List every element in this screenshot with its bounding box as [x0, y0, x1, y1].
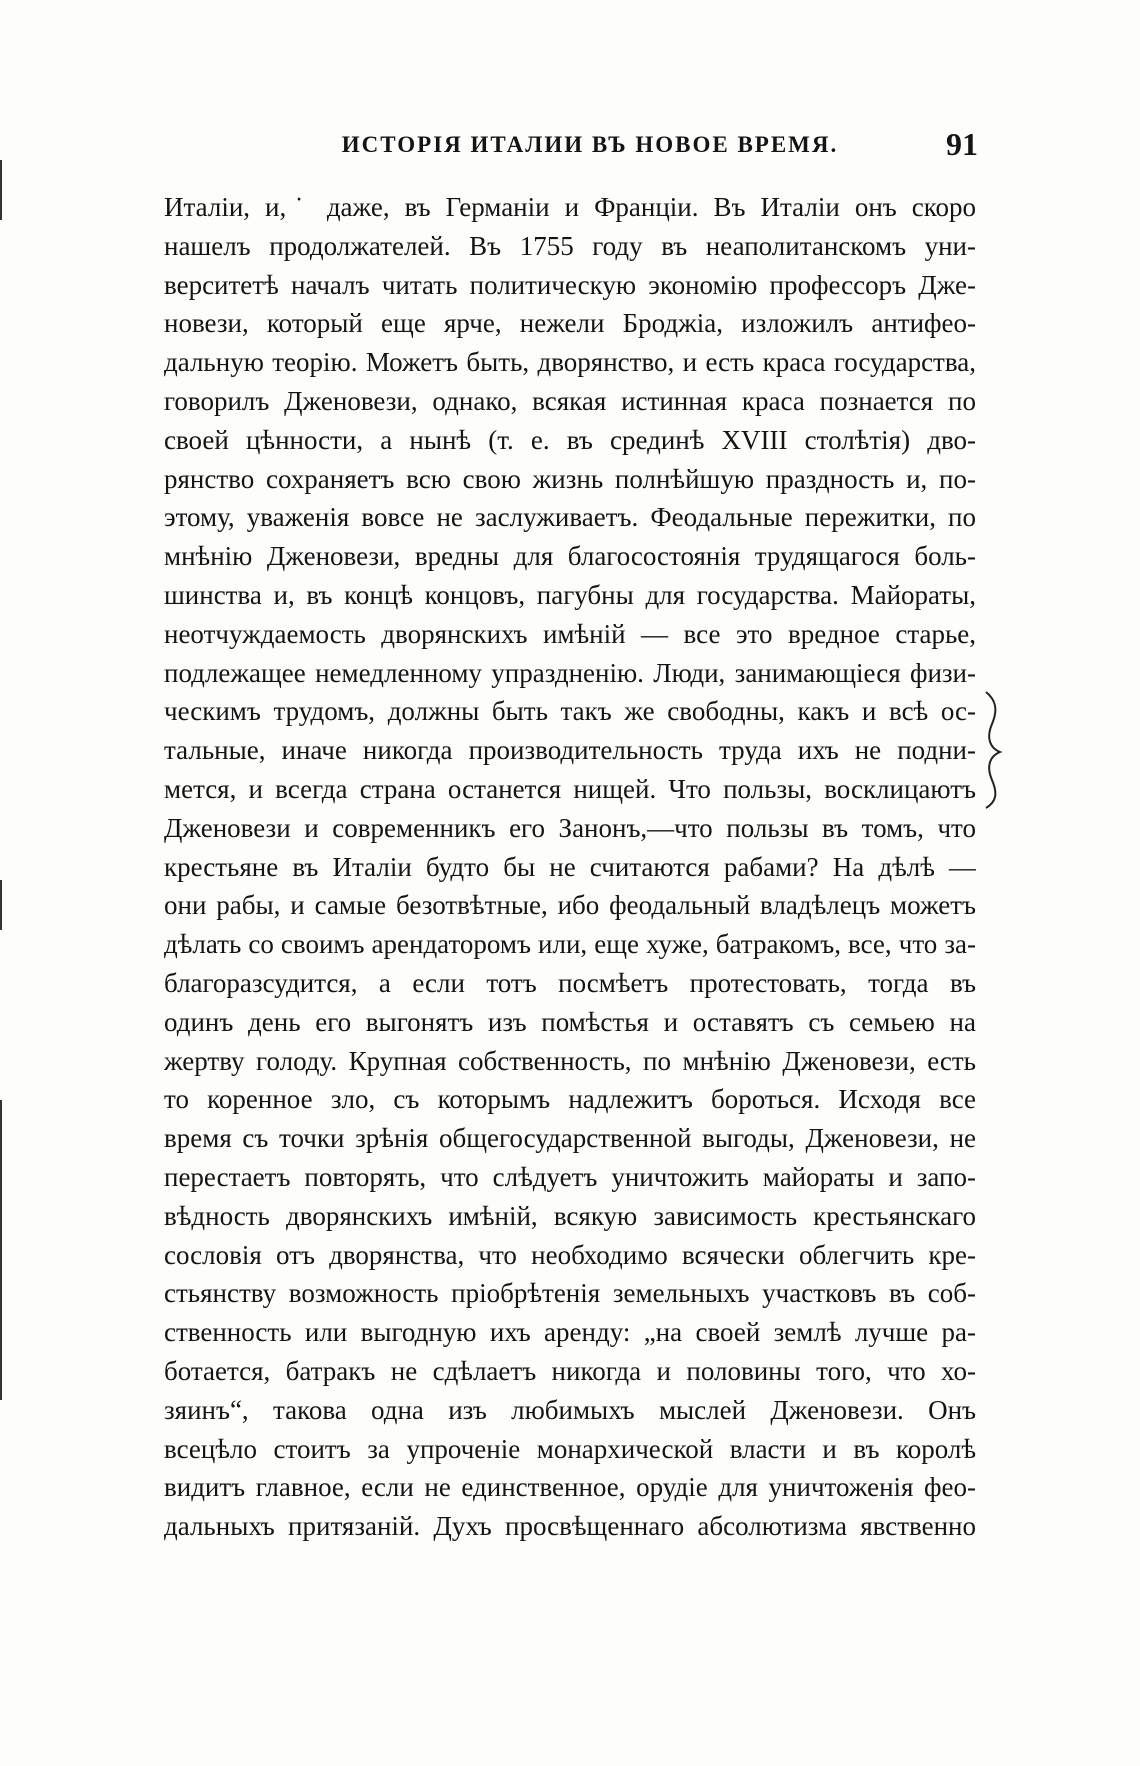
running-title: ИСТОРІЯ ИТАЛИИ ВЪ НОВОЕ ВРЕМЯ.: [341, 132, 839, 157]
text-line: то коренное зло, съ которымъ надлежитъ бороться. Исходя все: [164, 1084, 976, 1115]
scan-edge-mark-bottom: [0, 1100, 2, 1400]
text-line: всецѣло стоитъ за упроченіе монархической власти и въ королѣ: [164, 1433, 976, 1464]
text-line: неотчуждаемость дворянскихъ имѣній — все это вредное старье,: [164, 618, 976, 649]
scan-edge-mark-top: [0, 160, 2, 220]
text-line: перестаетъ повторять, что слѣдуетъ уничтожить майораты и запо-: [164, 1161, 976, 1192]
text-line: ботается, батракъ не сдѣлаетъ никогда и половины того, что хо-: [164, 1355, 976, 1386]
text-line: тальные, иначе никогда производительность труда ихъ не подни-: [164, 735, 976, 766]
text-line: своей цѣнности, а нынѣ (т. е. въ срединѣ XVIII столѣтія) дво-: [164, 424, 976, 455]
text-line: благоразсудится, а если тотъ посмѣетъ протестовать, тогда въ: [164, 967, 976, 998]
text-line: дѣлать со своимъ арендаторомъ или, еще хуже, батракомъ, все, что за-: [164, 929, 976, 960]
text-line: ческимъ трудомъ, должны быть такъ же свободны, какъ и всѣ ос-: [164, 696, 976, 727]
body-text: [164, 188, 976, 1546]
text-line: жертву голоду. Крупная собственность, по мнѣнію Дженовези, есть: [164, 1045, 976, 1076]
text-line: Дженовези и современникъ его Занонъ,—что пользы въ томъ, что: [164, 812, 976, 843]
text-line: верситетѣ началъ читать политическую экономію профессоръ Дже-: [164, 269, 976, 300]
text-line: Италіи, и,˙ даже, въ Германіи и Франціи. Въ Италіи онъ скоро: [164, 192, 976, 222]
margin-brace-mark: [982, 690, 1006, 810]
text-line: говорилъ Дженовези, однако, всякая истинная краса познается по: [164, 385, 976, 416]
text-line: вѣдность дворянскихъ имѣній, всякую зависимость крестьянскаго: [164, 1200, 976, 1231]
text-line: рянство сохраняетъ всю свою жизнь полнѣйшую праздность и, по-: [164, 463, 976, 494]
text-line: одинъ день его выгонятъ изъ помѣстья и оставятъ съ семьею на: [164, 1006, 976, 1037]
text-line: ственность или выгодную ихъ аренду: „на своей землѣ лучше ра-: [164, 1317, 976, 1348]
text-line: дальную теорію. Можетъ быть, дворянство, и есть краса государства,: [164, 347, 976, 378]
text-line: стьянству возможность пріобрѣтенія земельныхъ участковъ въ соб-: [164, 1278, 976, 1309]
text-line: шинства и, въ концѣ концовъ, пагубны для государства. Майораты,: [164, 579, 976, 610]
text-line: дальныхъ притязаній. Духъ просвѣщеннаго абсолютизма явственно: [164, 1511, 976, 1542]
text-line: крестьяне въ Италіи будто бы не считаются рабами? На дѣлѣ —: [164, 851, 976, 882]
text-line: подлежащее немедленному упраздненію. Люди, занимающіеся физи-: [164, 657, 976, 688]
text-line: мнѣнію Дженовези, вредны для благосостоянія трудящагося боль-: [164, 541, 976, 572]
text-line: нашелъ продолжателей. Въ 1755 году въ неаполитанскомъ уни-: [164, 230, 976, 261]
text-line: мется, и всегда страна останется нищей. Что пользы, восклицаютъ: [164, 773, 976, 804]
page-header: [162, 124, 978, 164]
text-line: зяинъ“, такова одна изъ любимыхъ мыслей Дженовези. Онъ: [164, 1394, 976, 1425]
text-line: время съ точки зрѣнія общегосударственной выгоды, Дженовези, не: [164, 1123, 976, 1154]
scan-edge-mark-middle: [0, 880, 2, 930]
text-line: этому, уваженія вовсе не заслуживаетъ. Феодальные пережитки, по: [164, 502, 976, 533]
text-line: они рабы, и самые безотвѣтные, ибо феодальный владѣлецъ можетъ: [164, 890, 976, 921]
text-line: видитъ главное, если не единственное, орудіе для уничтоженія фео-: [164, 1472, 976, 1503]
page-number: 91: [946, 126, 978, 162]
text-line: новези, который еще ярче, нежели Броджіа, изложилъ антифео-: [164, 308, 976, 339]
text-line: сословія отъ дворянства, что необходимо всячески облегчить кре-: [164, 1239, 976, 1270]
